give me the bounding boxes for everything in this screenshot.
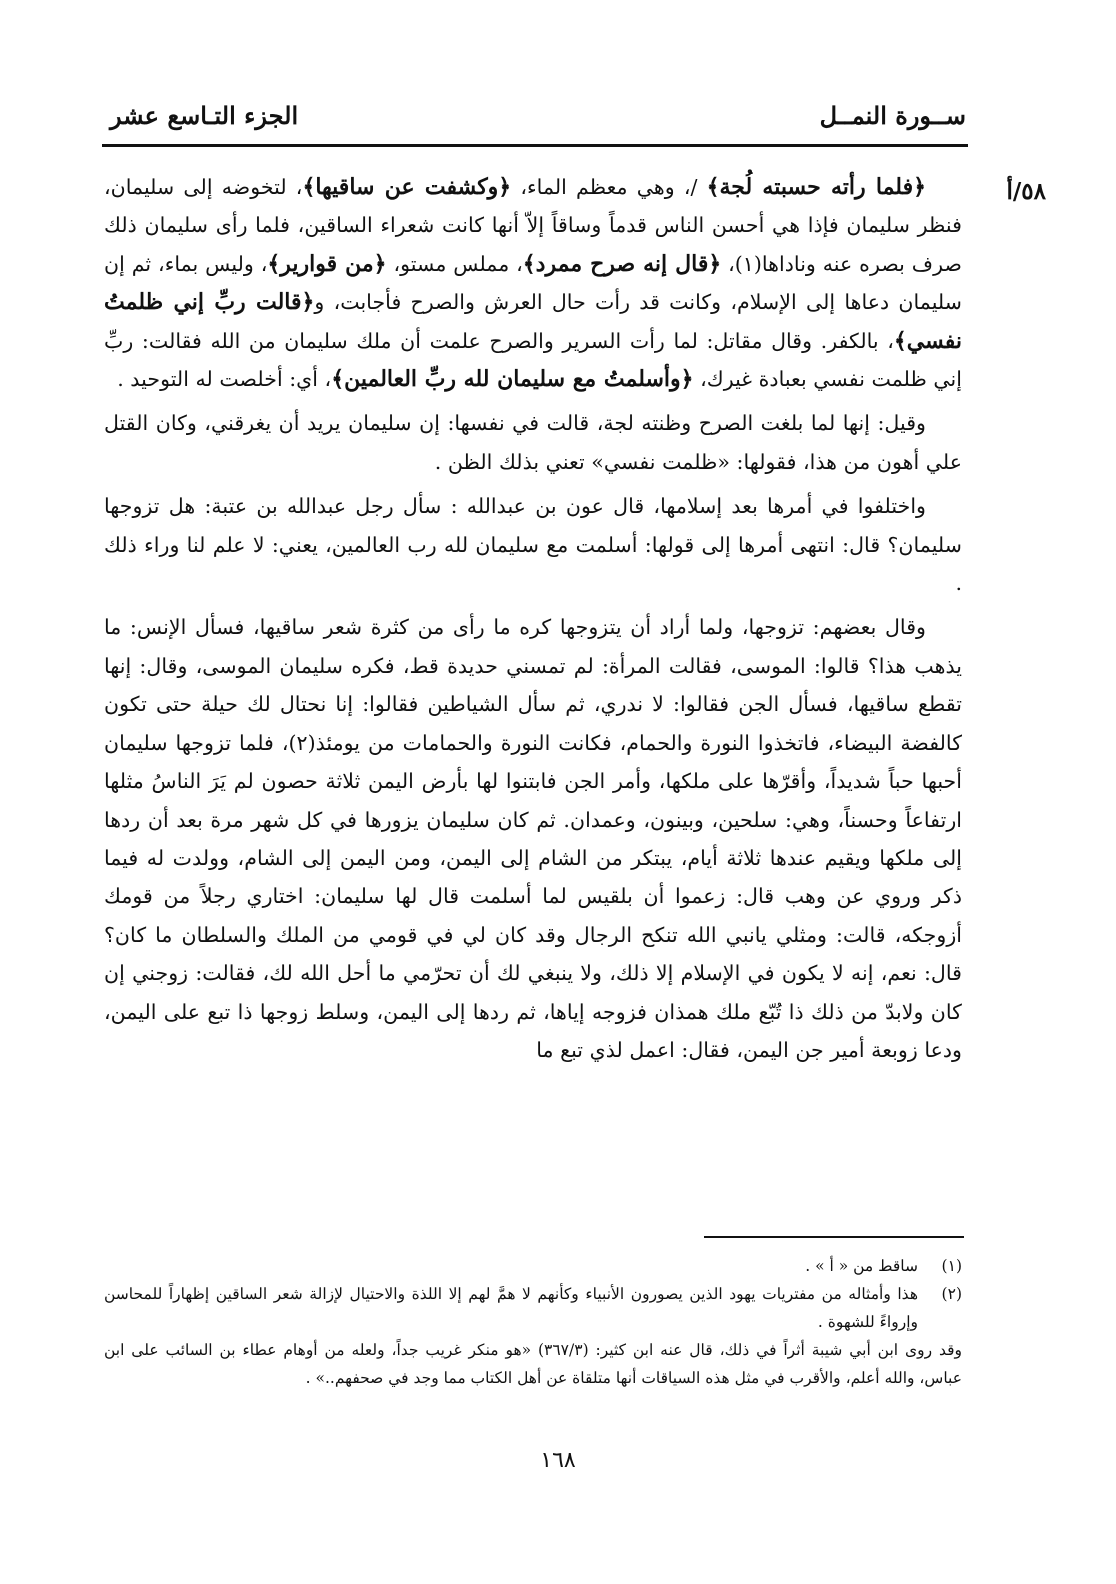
text-segment: واختلفوا في أمرها بعد إسلامها، قال عون بن عبدالله : سأل رجل عبدالله بن عتبة: هل تزوجها سليمان؟ قال: انتهى أمرها إلى قولها: أسلمت مع سليمان لله رب العالمين، يعني: لا علم لنا وراء ذلك . [104,494,962,596]
footnote-rule [704,1236,964,1238]
footnote-item [104,1252,962,1280]
text-segment: ، لتخوضه إلى سليمان، فنظر سليمان فإذا هي أحسن الناس قدماً وساقاً إلاّ أنها كانت شعراء الساقين، فلما رأى سليمان ذلك صرف بصره عنه وناداها(١)، [104,175,962,276]
quran-quote: ﴿وأسلمتُ مع سليمان لله ربِّ العالمين﴾ [331,366,694,393]
footnote-continuation: وقد روى ابن أبي شيبة أثراً في ذلك، قال عنه ابن كثير: (٣٦٧/٣) «هو منكر غريب جداً، ولعله من أوهام عطاء بن السائب على ابن عباس، والله أعلم، والأقرب في مثل هذه السياقات أنها متلقاة عن أهل الكتاب مما وجد في صحفهم..» . [104,1341,962,1387]
surah-title: ســورة النمــل [819,100,966,130]
footnotes [104,1252,962,1392]
text-segment: ، وليس بماء، ثم إن سليمان دعاها إلى الإسلام، وكانت قد رأت حال العرش والصرح فأجابت، و [104,251,962,315]
paragraph-4 [104,608,962,1069]
footnote-text: ساقط من « أ » . [805,1257,918,1275]
text-segment: وقيل: إنها لما بلغت الصرح وظنته لجة، قالت في نفسها: إن سليمان يريد أن يغرقني، وكان القتل علي أهون من هذا، فقولها: «ظلمت نفسي» تعني بذلك الظن . [104,411,962,474]
footnote-number: (١) [941,1257,962,1275]
main-text [104,168,962,1075]
running-header [110,98,966,132]
footnote-item [104,1280,962,1336]
paragraph-1 [104,168,962,398]
footnote-text: هذا وأمثاله من مفتريات يهود الذين يصورون الأنبياء وكأنهم لا همَّ لهم إلا اللذة والاحتيال لإزالة شعر الساقين إظهاراً للمحاسن وإرواءً للشهوة . [104,1285,918,1331]
text-segment: ، مملس مستو، [386,251,523,276]
quran-quote: ﴿قال إنه صرح ممرد﴾ [522,250,722,277]
manuscript-folio-marker: ٥٨/أ [1006,178,1046,205]
text-segment: /، وهي معظم الماء، [511,175,707,199]
footnote-number: (٢) [941,1285,962,1303]
quran-quote: ﴿وكشفت عن ساقيها﴾ [302,174,512,200]
quran-quote: ﴿فلما رأته حسبته لُجة﴾ [706,174,926,200]
quran-quote: ﴿من قوارير﴾ [267,250,387,277]
header-rule [102,144,968,147]
page-number: ١٦٨ [540,1448,576,1473]
text-segment: ، أي: أخلصت له التوحيد . [117,367,332,392]
text-segment: ، بالكفر. وقال مقاتل: لما رأت السرير والصرح علمت أن ملك سليمان من الله فقالت: ربِّ إني ظلمت نفسي بعبادة غيرك، [104,328,962,392]
text-segment: وقال بعضهم: تزوجها، ولما أراد أن يتزوجها كره ما رأى من كثرة شعر ساقيها، فسأل الإنس: ما يذهب هذا؟ قالوا: الموسى، فقالت المرأة: لم تمسني حديدة قط، فكره سليمان الموسى، وقال: إنها تقطع ساقيها، فسأل الجن فقالوا: لا ندري، ثم سأل الشياطين فقالوا: إنا نحتال لك حيلة حتى تكون كالفضة البيضاء، فاتخذوا النورة والحمام، فكانت النورة والحمامات من يومئذ(٢)، فلما تزوجها سليمان أحبها حباً شديداً، وأقرّها على ملكها، وأمر الجن فابتنوا لها بأرض اليمن ثلاثة حصون لم يَرَ الناسُ مثلها ارتفاعاً وحسناً، وهي: سلحين، وبينون، وعمدان. ثم كان سليمان يزورها في كل شهر مرة بعد أن ردها إلى ملكها ويقيم عندها ثلاثة أيام، يبتكر من الشام إلى اليمن، ومن اليمن إلى الشام، وولدت له فيما ذكر وروي عن وهب قال: زعموا أن بلقيس لما أسلمت قال لها سليمان: اختاري رجلاً من قومك أزوجكه، قالت: ومثلي يانبي الله تنكح الرجال وقد كان لي في قومي من الملك والسلطان ما كان؟ قال: نعم، إنه لا يكون في الإسلام إلا ذلك، ولا ينبغي لك أن تحرّمي ما أحل الله لك، فقالت: زوجني إن كان ولابدّ من ذلك ذا تُبّع ملك همذان فزوجه إياها، ثم ردها إلى اليمن، وسلط زوجها ذا تبع على اليمن، ودعا زوبعة أمير جن اليمن، فقال: اعمل لذي تبع ما [104,615,963,1062]
paragraph-3 [104,487,962,602]
juz-title: الجزء التـاسع عشر [110,100,299,130]
quran-quote: ﴿قالت ربِّ إني ظلمتُ نفسي﴾ [104,289,962,354]
paragraph-2 [104,404,962,481]
